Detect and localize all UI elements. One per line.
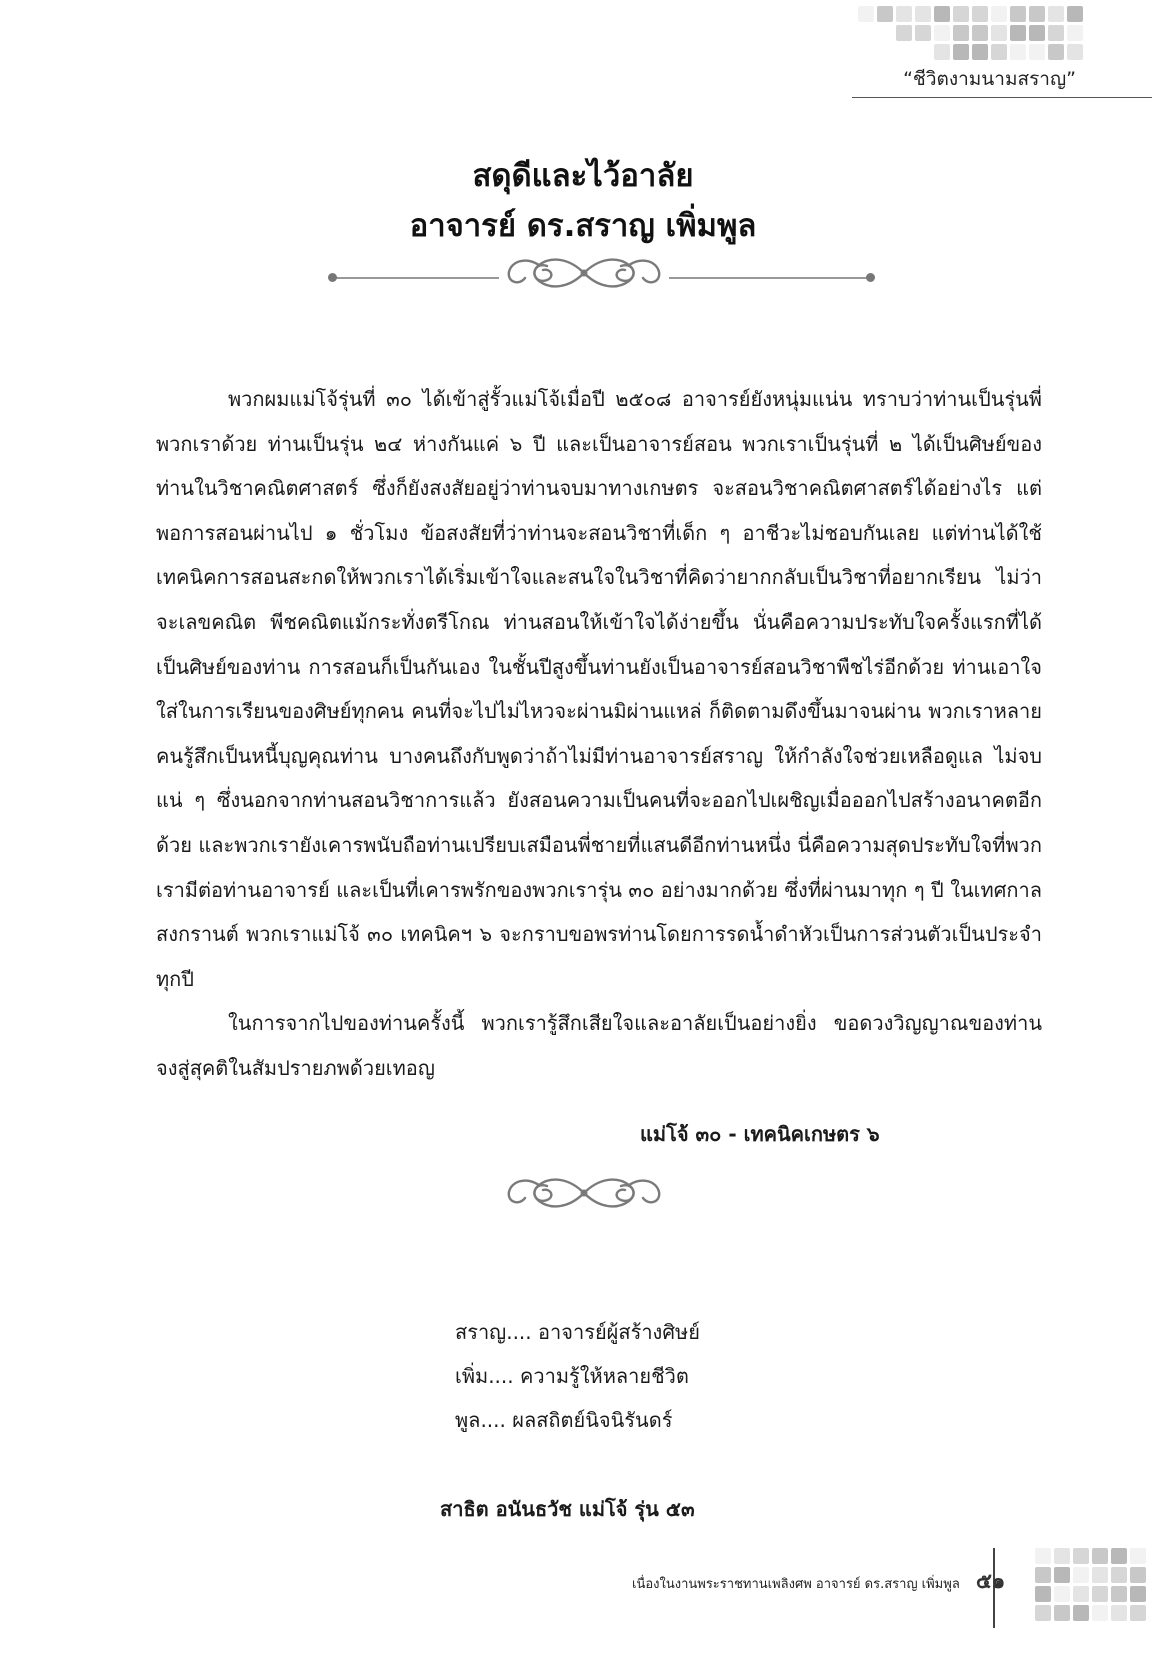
body-paragraph: ในการจากไปของท่านครั้งนี้ พวกเรารู้สึกเสียใจและอาลัยเป็นอย่างยิ่ง ขอดวงวิญญาณของท่านจงสู่สุคติในสัมปรายภพด้วยเทอญ (156, 1011, 1042, 1080)
divider-dot-right (866, 273, 875, 282)
grid-square (1092, 1605, 1108, 1621)
grid-square (934, 6, 950, 22)
grid-square (991, 25, 1007, 41)
grid-square (1073, 1586, 1089, 1602)
article-title: สดุดีและไว้อาลัย (472, 158, 694, 194)
grid-square (896, 25, 912, 41)
grid-square (972, 25, 988, 41)
poem-line: สราญ.... อาจารย์ผู้สร้างศิษย์ (455, 1320, 700, 1344)
grid-square (991, 44, 1007, 60)
corner-grid-decoration-bottom (1035, 1548, 1146, 1621)
poem-line: พูล.... ผลสถิตย์นิจนิรันดร์ (455, 1408, 673, 1432)
grid-square (915, 6, 931, 22)
grid-square (877, 25, 893, 41)
article-subtitle: อาจารย์ ดร.สราญ เพิ่มพูล (409, 208, 757, 244)
poem-line: เพิ่ม.... ความรู้ให้หลายชีวิต (455, 1364, 689, 1388)
grid-square (1092, 1548, 1108, 1564)
grid-square (1130, 1586, 1146, 1602)
grid-square (858, 25, 874, 41)
grid-square (1054, 1605, 1070, 1621)
grid-square (1054, 1567, 1070, 1583)
grid-square (1130, 1605, 1146, 1621)
grid-square (1111, 1586, 1127, 1602)
grid-square (1111, 1548, 1127, 1564)
body-paragraph: พวกผมแม่โจ้รุ่นที่ ๓๐ ได้เข้าสู่รั้วแม่โจ้เมื่อปี ๒๕๐๘ อาจารย์ยังหนุ่มแน่น ทราบว่าท่านเป็นรุ่นพี่พวกเราด้วย ท่านเป็นรุ่น ๒๔ ห่างกันแค่ ๖ ปี และเป็นอาจารย์สอน พวกเราเป็นรุ่นที่ ๒ ได้เป็นศิษย์ของท่านในวิชาคณิตศาสตร์ ซึ่งก็ยังสงสัยอยู่ว่าท่านจบมาทางเกษตร จะสอนวิชาคณิตศาสตร์ได้อย่างไร แต่พอการสอนผ่านไป ๑ ชั่วโมง ข้อสงสัยที่ว่าท่านจะสอนวิชาที่เด็ก ๆ อาชีวะไม่ชอบกันเลย แต่ท่านได้ใช้เทคนิคการสอนสะกดให้พวกเราได้เริ่มเข้าใจและสนใจในวิชาที่คิดว่ายากกลับเป็นวิชาที่อยากเรียน ไม่ว่าจะเลขคณิต พีชคณิตแม้กระทั่งตรีโกณ ท่านสอนให้เข้าใจได้ง่ายขึ้น นั่นคือความประทับใจครั้งแรกที่ได้เป็นศิษย์ของท่าน การสอนก็เป็นกันเอง ในชั้นปีสูงขึ้นท่านยังเป็นอาจารย์สอนวิชาพืชไร่อีกด้วย ท่านเอาใจใส่ในการเรียนของศิษย์ทุกคน คนที่จะไปไม่ไหวจะผ่านมิผ่านแหล่ ก็ติดตามดึงขึ้นมาจนผ่าน พวกเราหลายคนรู้สึกเป็นหนี้บุญคุณท่าน บางคนถึงกับพูดว่าถ้าไม่มีท่านอาจารย์สราญ ให้กำลังใจช่วยเหลือดูแล ไม่จบแน่ ๆ ซึ่งนอกจากท่านสอนวิชาการแล้ว ยังสอนความเป็นคนที่จะออกไปเผชิญเมื่อออกไปสร้างอนาคตอีกด้วย และพวกเรายังเคารพนับถือท่านเปรียบเสมือนพี่ชายที่แสนดีอีกท่านหนึ่ง นี่คือความสุดประทับใจที่พวกเรามีต่อท่านอาจารย์ และเป็นที่เคารพรักของพวกเรารุ่น ๓๐ อย่างมากด้วย ซึ่งที่ผ่านมาทุก ๆ ปี ในเทศกาลสงกรานต์ พวกเราแม่โจ้ ๓๐ เทคนิคฯ ๖ จะกราบขอพรท่านโดยการรดน้ำดำหัวเป็นการส่วนตัวเป็นประจำทุกปี (156, 387, 1042, 991)
grid-square (1035, 1586, 1051, 1602)
header-rule (852, 97, 1152, 98)
grid-square (1111, 1567, 1127, 1583)
page-number: ๕๑ (976, 1569, 1006, 1593)
divider-dot-left (328, 273, 337, 282)
grid-square (1035, 1567, 1051, 1583)
grid-square (1054, 1586, 1070, 1602)
grid-square (1029, 25, 1045, 41)
corner-grid-decoration-top (858, 6, 1083, 60)
grid-square (877, 44, 893, 60)
grid-square (1073, 1548, 1089, 1564)
grid-square (1010, 6, 1026, 22)
flourish-ornament-icon (499, 1170, 669, 1216)
grid-square (858, 44, 874, 60)
grid-square (972, 6, 988, 22)
grid-square (1048, 25, 1064, 41)
grid-square (915, 44, 931, 60)
grid-square (991, 6, 1007, 22)
grid-square (915, 25, 931, 41)
grid-square (1111, 1605, 1127, 1621)
grid-square (1010, 25, 1026, 41)
grid-square (1073, 1567, 1089, 1583)
grid-square (1092, 1567, 1108, 1583)
flourish-ornament-icon (499, 250, 669, 296)
grid-square (1054, 1548, 1070, 1564)
grid-square (1048, 6, 1064, 22)
author-credit: สาธิต อนันธวัช แม่โจ้ รุ่น ๕๓ (440, 1497, 695, 1521)
grid-square (953, 44, 969, 60)
grid-square (896, 6, 912, 22)
grid-square (953, 25, 969, 41)
footer-text: เนื่องในงานพระราชทานเพลิงศพ อาจารย์ ดร.สราญ เพิ่มพูล (632, 1577, 960, 1592)
grid-square (1035, 1548, 1051, 1564)
article-body (156, 377, 1042, 1091)
grid-square (934, 25, 950, 41)
grid-square (1029, 6, 1045, 22)
grid-square (877, 6, 893, 22)
grid-square (896, 44, 912, 60)
grid-square (1067, 25, 1083, 41)
grid-square (953, 6, 969, 22)
grid-square (1029, 44, 1045, 60)
grid-square (934, 44, 950, 60)
acrostic-poem (455, 1310, 700, 1442)
grid-square (1130, 1567, 1146, 1583)
grid-square (858, 6, 874, 22)
grid-square (1010, 44, 1026, 60)
grid-square (1048, 44, 1064, 60)
grid-square (1073, 1605, 1089, 1621)
grid-square (972, 44, 988, 60)
grid-square (1130, 1548, 1146, 1564)
grid-square (1067, 44, 1083, 60)
signature: แม่โจ้ ๓๐ - เทคนิคเกษตร ๖ (640, 1122, 880, 1146)
grid-square (1035, 1605, 1051, 1621)
running-head: “ชีวิตงามนามสราญ” (903, 68, 1076, 90)
grid-square (1067, 6, 1083, 22)
grid-square (1092, 1586, 1108, 1602)
